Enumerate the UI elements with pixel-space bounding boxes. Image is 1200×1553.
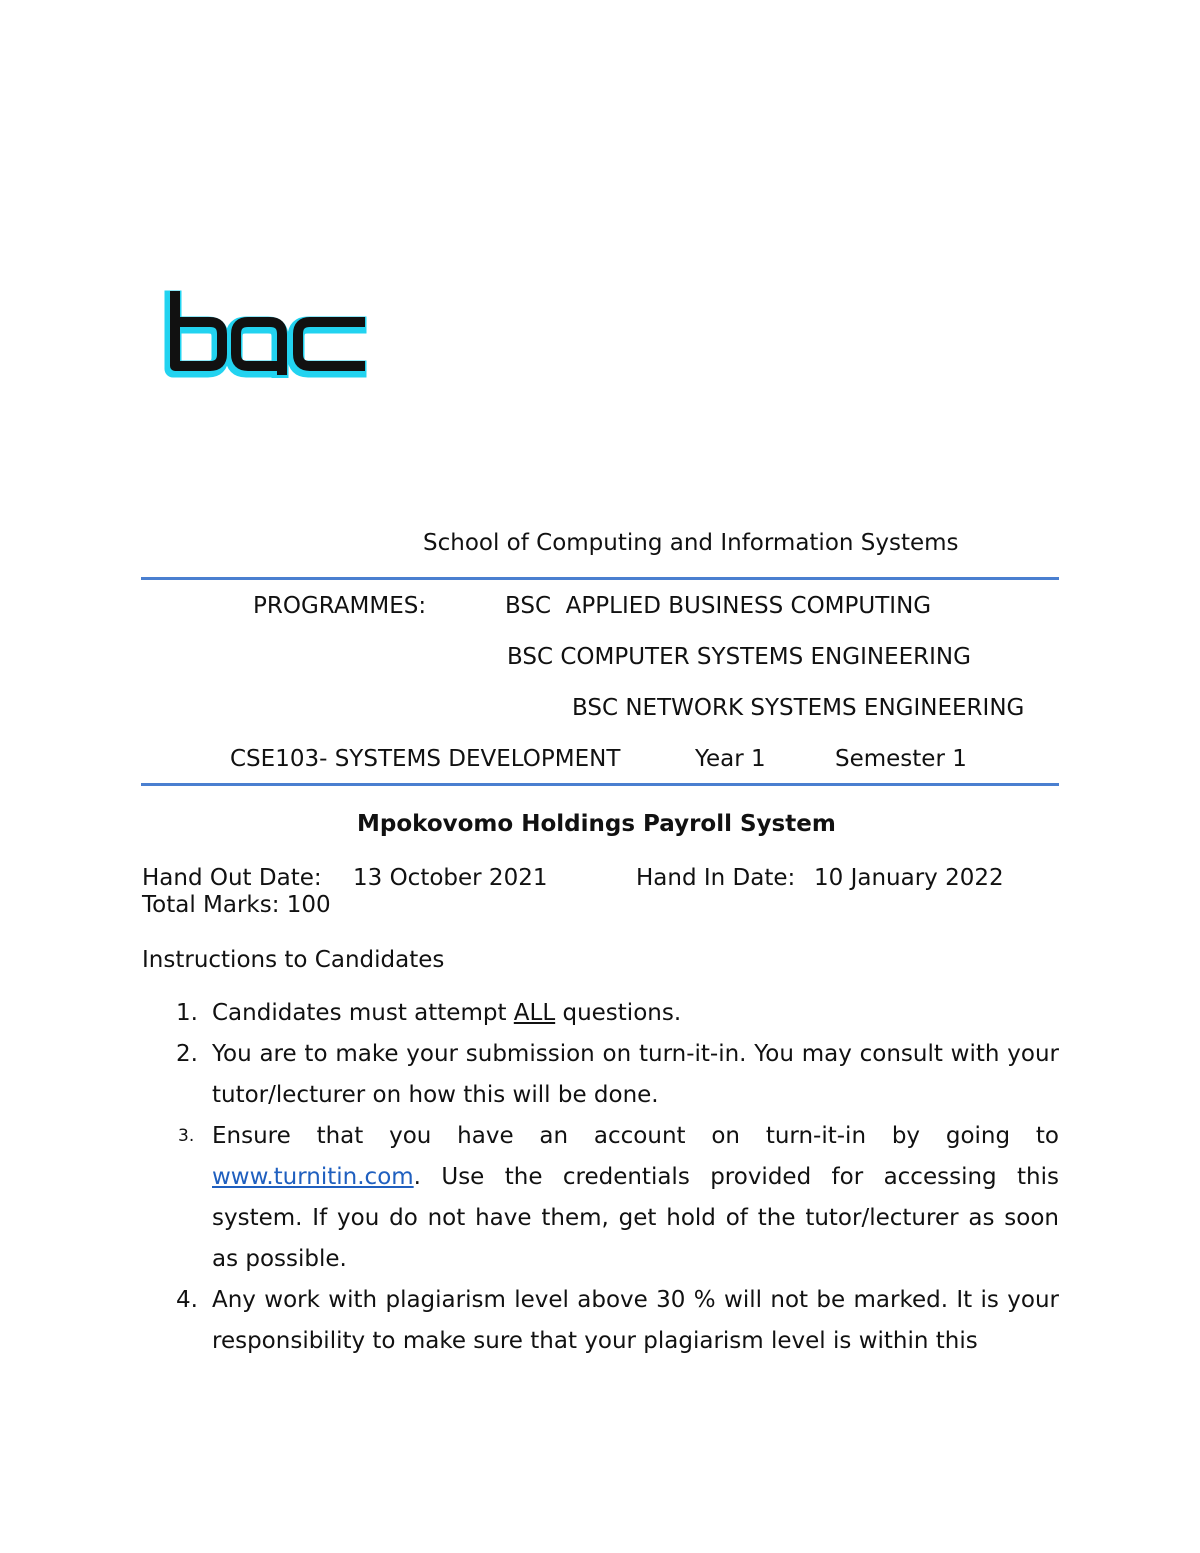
list-item [142, 1034, 1059, 1116]
programme-item: BSC APPLIED BUSINESS COMPUTING [505, 593, 932, 619]
list-item [142, 1116, 1059, 1280]
total-marks: Total Marks: 100 [142, 892, 331, 918]
course-semester: Semester 1 [835, 746, 967, 772]
hand-out-label: Hand Out Date: [142, 865, 322, 891]
instructions-heading: Instructions to Candidates [142, 947, 445, 973]
hand-in-date: 10 January 2022 [814, 865, 1004, 891]
list-number: 4. [176, 1287, 198, 1313]
hand-out-date: 13 October 2021 [353, 865, 548, 891]
hand-in-label: Hand In Date: [636, 865, 796, 891]
list-item [142, 993, 1059, 1034]
emphasis-all: ALL [513, 1000, 556, 1026]
list-text: Ensure that you have an account on turn-it-in by going to [212, 1123, 1059, 1149]
programmes-label: PROGRAMMES: [253, 593, 427, 619]
list-number: 2. [176, 1041, 198, 1067]
list-text: Candidates must attempt [212, 1000, 514, 1026]
programme-item: BSC NETWORK SYSTEMS ENGINEERING [572, 695, 1025, 721]
divider-top [141, 577, 1059, 580]
assignment-title: Mpokovomo Holdings Payroll System [357, 811, 836, 837]
list-text: questions. [555, 1000, 682, 1026]
list-text: . Use the credentials provided for accessing this system. If you do not have them, get hold of the tutor/lecturer as soon as possible. [212, 1164, 1059, 1272]
course-year: Year 1 [695, 746, 766, 772]
list-text: You are to make your submission on turn-it-in. You may consult with your tutor/lecturer on how this will be done. [212, 1041, 1059, 1108]
bqc-logo [160, 288, 370, 378]
instructions-list [142, 993, 1059, 1362]
course-code-title: CSE103- SYSTEMS DEVELOPMENT [230, 746, 621, 772]
list-number: 1. [176, 1000, 198, 1026]
programme-item: BSC COMPUTER SYSTEMS ENGINEERING [507, 644, 971, 670]
list-item [142, 1280, 1059, 1362]
school-name: School of Computing and Information Systems [423, 530, 959, 556]
turnitin-link[interactable]: www.turnitin.com [212, 1164, 414, 1190]
list-text: Any work with plagiarism level above 30 % will not be marked. It is your responsibility to make sure that your plagiarism level is within this [212, 1287, 1059, 1354]
divider-bottom [141, 783, 1059, 786]
list-number: 3. [178, 1126, 195, 1146]
